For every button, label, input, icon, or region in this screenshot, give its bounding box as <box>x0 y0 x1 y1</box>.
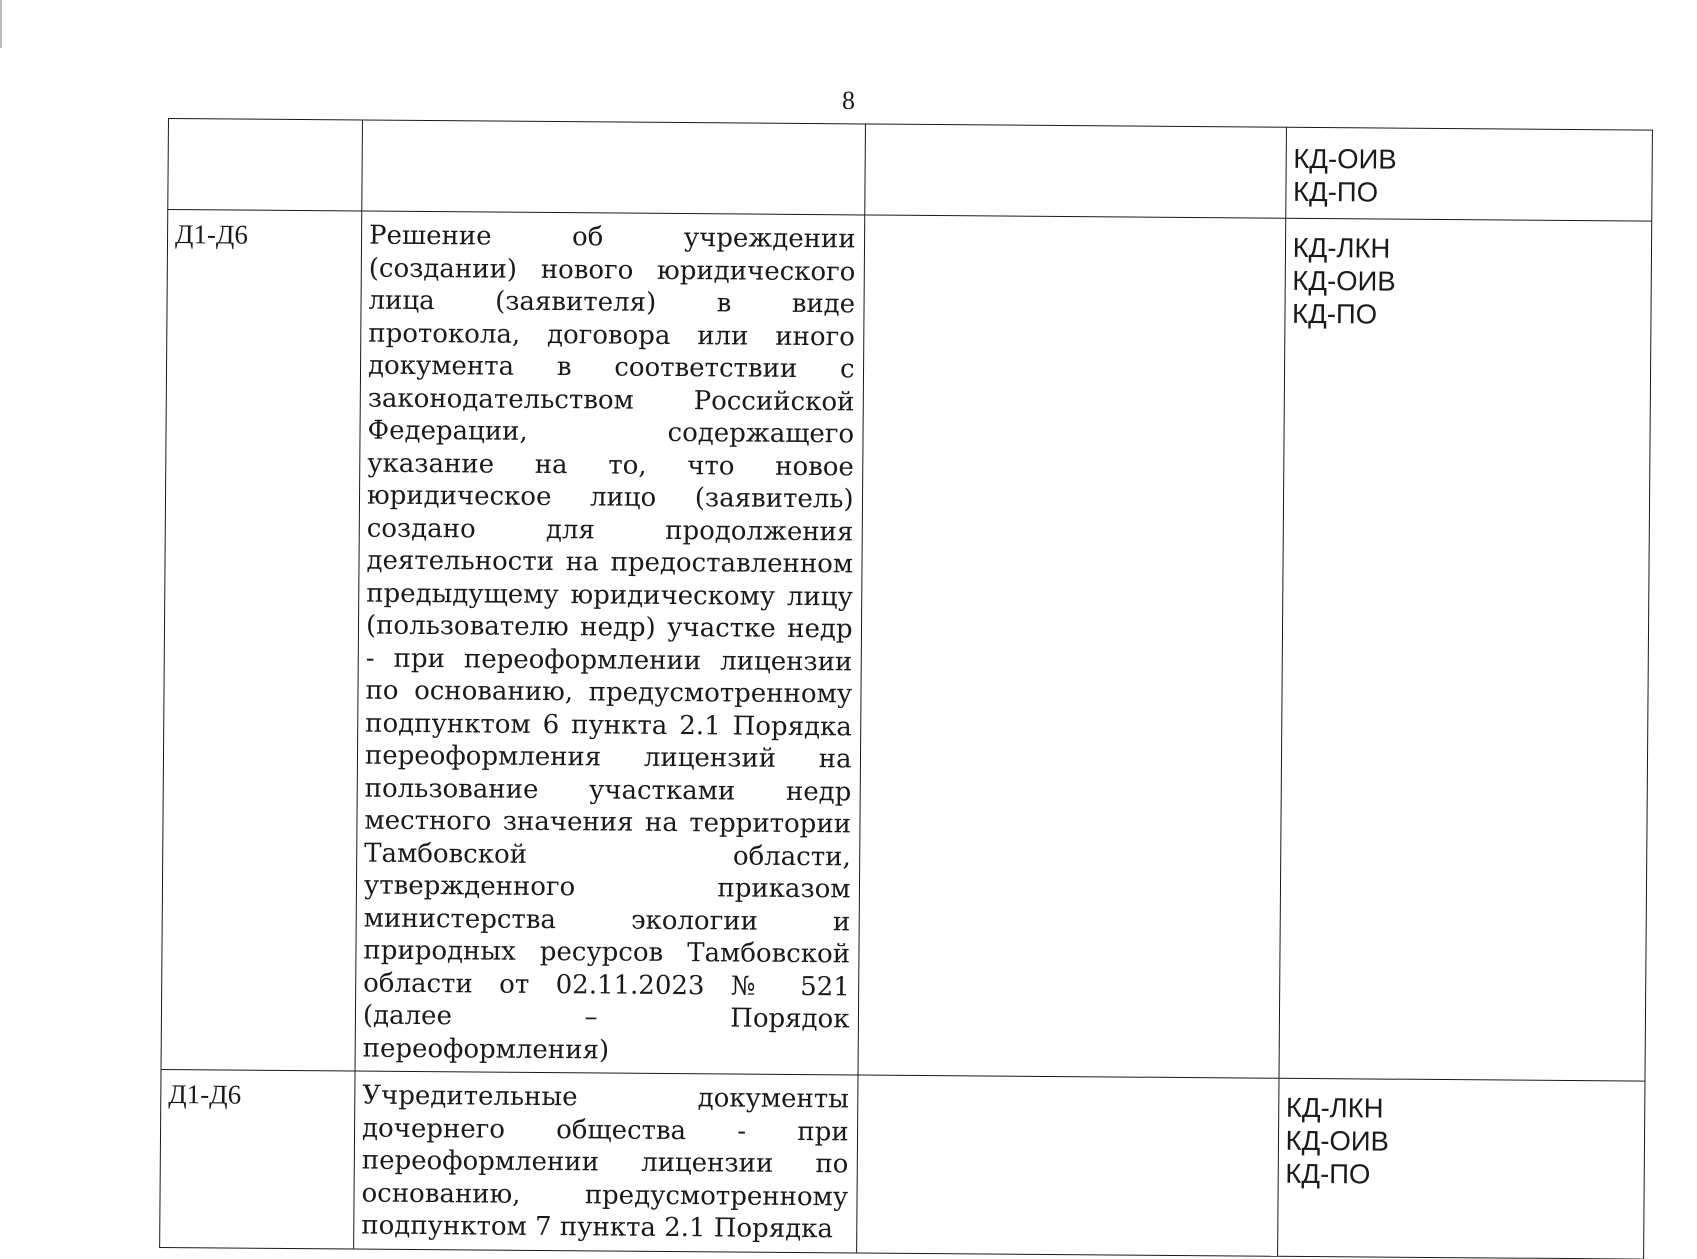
kd-item: КД-ПО <box>1285 1157 1371 1190</box>
kd-list <box>1293 138 1644 211</box>
kd-list <box>1292 227 1643 333</box>
code-text: Д1-Д6 <box>168 1079 242 1110</box>
code-cell <box>160 1069 355 1248</box>
table-row <box>168 119 1653 222</box>
kd-item: КД-ОИВ <box>1285 1124 1390 1157</box>
kd-cell <box>1285 127 1652 221</box>
description-text: Решение об учреждении (создании) нового юридического лица (заявителя) в виде протокола, договора или иного документа в соответствии с законодательством Российской Федерации, содержащего указание на то, что новое юридическое лицо (заявитель) создано для продолжения деятельности на предоставленном предыдущему юридическому лицу (пользователю недр) участке недр - при переоформлении лицензии по основанию, предусмотренному подпунктом 6 пункта 2.1 Порядка переоформления лицензий на пользование участками недр местного значения на территории Тамбовской области, утвержденного приказом министерства экологии и природных ресурсов Тамбовской области от 02.11.2023 № 521 (далее – Порядок переоформления) <box>362 220 856 1065</box>
kd-item: КД-ОИВ <box>1293 142 1397 175</box>
description-text <box>370 129 857 133</box>
documents-table <box>159 118 1653 1259</box>
empty-cell <box>864 124 1286 218</box>
table-row <box>160 1069 1645 1258</box>
kd-cell <box>1277 1078 1645 1258</box>
code-text: Д1-Д6 <box>174 219 249 250</box>
kd-list <box>1285 1087 1636 1193</box>
empty-cell <box>858 215 1286 1078</box>
code-cell <box>168 119 363 212</box>
kd-item: КД-ЛКН <box>1292 231 1391 264</box>
empty-cell <box>856 1075 1278 1256</box>
code-cell <box>161 210 362 1071</box>
kd-item: КД-ЛКН <box>1285 1091 1384 1124</box>
table-row <box>161 210 1652 1082</box>
description-cell <box>362 120 865 215</box>
kd-item: КД-ПО <box>1292 297 1378 330</box>
kd-item: КД-ОИВ <box>1292 264 1396 297</box>
page-number: 8 <box>842 86 855 115</box>
description-cell <box>355 211 864 1075</box>
kd-item: КД-ПО <box>1292 175 1379 208</box>
description-text: Учредительные документы дочернего общества - при переоформлении лицензии по основанию, предусмотренному подпунктом 7 пункта 2.1 Порядка <box>361 1080 850 1245</box>
kd-cell <box>1279 218 1652 1081</box>
description-cell <box>354 1071 858 1252</box>
scan-edge-mark <box>0 0 2 48</box>
